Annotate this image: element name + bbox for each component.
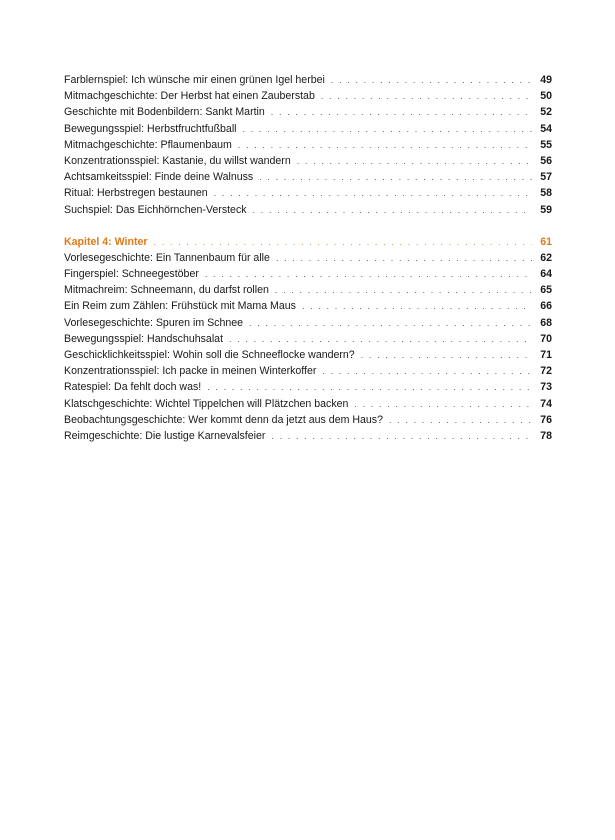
toc-entry[interactable] [64,331,552,347]
toc-dot-leader [259,169,532,185]
toc-entry-title: Ein Reim zum Zählen: Frühstück mit Mama Maus [64,300,296,313]
toc-entry-title: Farblernspiel: Ich wünsche mir einen grünen Igel herbei [64,74,325,86]
chapter-page: 61 [540,235,552,248]
toc-entry-page: 68 [540,316,552,329]
toc-dot-leader [253,202,532,218]
toc-dot-leader [331,72,532,88]
toc-entry-page: 52 [540,106,552,119]
toc-entry-page: 62 [540,251,552,264]
toc-entry-title: Geschichte mit Bodenbildern: Sankt Martin [64,106,265,119]
toc-entry-title: Bewegungsspiel: Handschuhsalat [64,332,224,345]
toc-entry-title: Vorlesegeschichte: Spuren im Schnee [64,316,244,329]
toc-entry[interactable] [64,250,552,266]
toc-dot-leader [275,282,532,298]
toc-dot-leader [154,234,533,250]
toc-entry-page: 71 [540,349,552,361]
toc-entry[interactable] [64,266,552,282]
toc-entry[interactable] [64,347,552,363]
toc-entry-page: 78 [540,429,552,442]
toc-entry-title: Klatschgeschichte: Wichtel Tippelchen will Plätzchen backen [64,397,349,410]
toc-entry[interactable] [64,72,552,88]
toc-entry[interactable] [64,202,552,218]
toc-entry-title: Geschicklichkeitsspiel: Wohin soll die Schneeflocke wandern? [64,349,355,361]
toc-chapter-heading[interactable] [64,234,552,250]
toc-dot-leader [361,347,532,363]
toc-entry-title: Konzentrationsspiel: Kastanie, du willst wandern [64,154,291,167]
toc-entry-title: Ratespiel: Da fehlt doch was! [64,381,202,394]
toc-dot-leader [322,363,532,379]
toc-entry[interactable] [64,185,552,201]
toc-dot-leader [243,121,532,137]
toc-entry[interactable] [64,104,552,120]
toc-dot-leader [229,331,532,347]
toc-entry[interactable] [64,396,552,412]
toc-autumn-section [64,72,552,218]
toc-entry-title: Beobachtungsgeschichte: Wer kommt denn da jetzt aus dem Haus? [64,413,383,426]
toc-entry-page: 50 [540,90,552,103]
toc-entry-page: 66 [540,300,552,313]
toc-dot-leader [321,88,532,104]
toc-entry-page: 65 [540,284,552,297]
toc-entry-page: 55 [540,138,552,151]
toc-entry-page: 57 [540,171,552,184]
toc-entry-title: Konzentrationsspiel: Ich packe in meinen Winterkoffer [64,365,317,378]
toc-entry-page: 73 [540,381,552,394]
toc-dot-leader [297,153,532,169]
toc-dot-leader [205,266,532,282]
toc-entry[interactable] [64,169,552,185]
toc-dot-leader [302,298,532,314]
toc-entry[interactable] [64,121,552,137]
toc-entry[interactable] [64,315,552,331]
toc-entry[interactable] [64,379,552,395]
toc-entry-page: 70 [540,332,552,345]
toc-entry-page: 59 [540,203,552,216]
toc-entry[interactable] [64,282,552,298]
toc-entry[interactable] [64,153,552,169]
toc-entry[interactable] [64,137,552,153]
toc-dot-leader [207,379,532,395]
toc-dot-leader [249,315,532,331]
toc-dot-leader [271,104,532,120]
toc-dot-leader [389,412,532,428]
toc-dot-leader [214,185,532,201]
toc-dot-leader [276,250,532,266]
toc-entry-title: Fingerspiel: Schneegestöber [64,268,199,281]
toc-entry-page: 58 [540,187,552,200]
toc-entry-title: Mitmachgeschichte: Pflaumenbaum [64,138,232,151]
toc-entry-page: 64 [540,268,552,281]
toc-entry[interactable] [64,363,552,379]
toc-entry-title: Suchspiel: Das Eichhörnchen-Versteck [64,203,247,216]
toc-entry[interactable] [64,412,552,428]
toc-entry-page: 54 [540,122,552,135]
toc-entry-title: Mitmachgeschichte: Der Herbst hat einen Zauberstab [64,90,315,103]
toc-dot-leader [271,428,532,444]
toc-entry[interactable] [64,88,552,104]
toc-dot-leader [354,396,532,412]
toc-winter-section [64,234,552,444]
toc-entry[interactable] [64,428,552,444]
toc-entry-page: 74 [540,397,552,410]
toc-entry-page: 56 [540,154,552,167]
table-of-contents [64,72,552,444]
toc-entry-page: 49 [540,74,552,86]
toc-entry-title: Mitmachreim: Schneemann, du darfst rollen [64,284,269,297]
toc-entry-title: Achtsamkeitsspiel: Finde deine Walnuss [64,171,254,184]
toc-dot-leader [238,137,532,153]
toc-entry-title: Bewegungsspiel: Herbstfruchtfußball [64,122,237,135]
toc-entry-title: Reimgeschichte: Die lustige Karnevalsfeier [64,429,266,442]
toc-entry-title: Ritual: Herbstregen bestaunen [64,187,208,200]
toc-entry[interactable] [64,298,552,314]
toc-entry-page: 76 [540,413,552,426]
toc-entry-page: 72 [540,365,552,378]
chapter-title: Kapitel 4: Winter [64,235,148,248]
toc-entry-title: Vorlesegeschichte: Ein Tannenbaum für alle [64,251,270,264]
